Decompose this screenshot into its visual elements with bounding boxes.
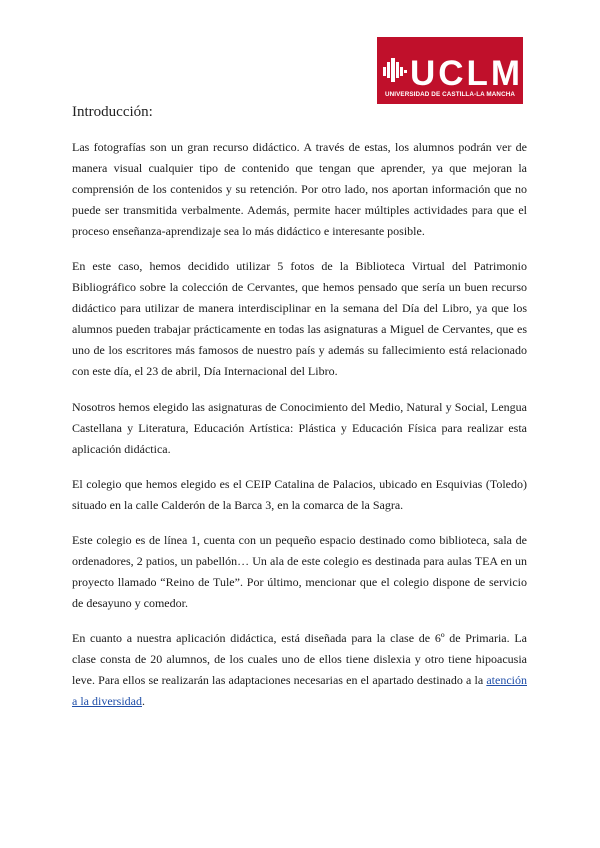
- paragraph-6-text: En cuanto a nuestra aplicación didáctica, está diseñada para la clase de 6º de Primaria. La clase consta de 20 alumnos, de los cuales uno de ellos tiene dislexia y otro tiene hipoacusia leve. Para ellos se realizarán las adaptaciones necesarias en el apartado destinado a la: [72, 631, 527, 687]
- paragraph-2: En este caso, hemos decidido utilizar 5 fotos de la Biblioteca Virtual del Patrimonio Bibliográfico sobre la colección de Cervantes, que hemos pensado que sería un buen recurso didáctico para utilizar de manera interdisciplinar en la semana del Día del Libro, ya que los alumnos pueden trabajar prácticamente en todas las asignaturas a Miguel de Cervantes, que es uno de los escritores más famosos de nuestro país y además su fallecimiento está relacionado con este día, el 23 de abril, Día Internacional del Libro.: [72, 259, 527, 378]
- castle-emblem-icon: [382, 57, 408, 83]
- paragraph-1: Las fotografías son un gran recurso didáctico. A través de estas, los alumnos podrán ver de manera visual cualquier tipo de contenido que tengan que aprender, ya que mejoran la comprensión de los contenidos y su retención. Por otro lado, nos aportan información que no puede ser transmitida verbalmente. Además, permite hacer múltiples actividades para que el proceso enseñanza-aprendizaje sea lo más didáctico e interesante posible.: [72, 140, 527, 238]
- paragraph-4: El colegio que hemos elegido es el CEIP Catalina de Palacios, ubicado en Esquivias (Toledo) situado en la calle Calderón de la Barca 3, en la comarca de la Sagra.: [72, 477, 527, 512]
- paragraph-5: Este colegio es de línea 1, cuenta con un pequeño espacio destinado como biblioteca, sala de ordenadores, 2 patios, un pabellón… Un ala de este colegio es destinada para aulas TEA en un proyecto llamado “Reino de Tule”. Por último, mencionar que el colegio dispone de servicio de desayuno y comedor.: [72, 533, 527, 610]
- uclm-logo: [377, 37, 523, 104]
- section-heading: Introducción:: [72, 104, 153, 120]
- paragraph-6-suffix: .: [141, 694, 145, 708]
- diversity-link[interactable]: atención a la diversidad: [72, 673, 527, 708]
- logo-subtitle: UNIVERSIDAD DE CASTILLA-LA MANCHA: [384, 91, 516, 98]
- document-body: [72, 137, 527, 726]
- paragraph-3: Nosotros hemos elegido las asignaturas de Conocimiento del Medio, Natural y Social, Lengua Castellana y Literatura, Educación Artística: Plástica y Educación Física para realizar esta aplicación didáctica.: [72, 400, 527, 456]
- logo-wordmark: UCLM: [410, 54, 524, 93]
- paragraph-6: [72, 628, 527, 712]
